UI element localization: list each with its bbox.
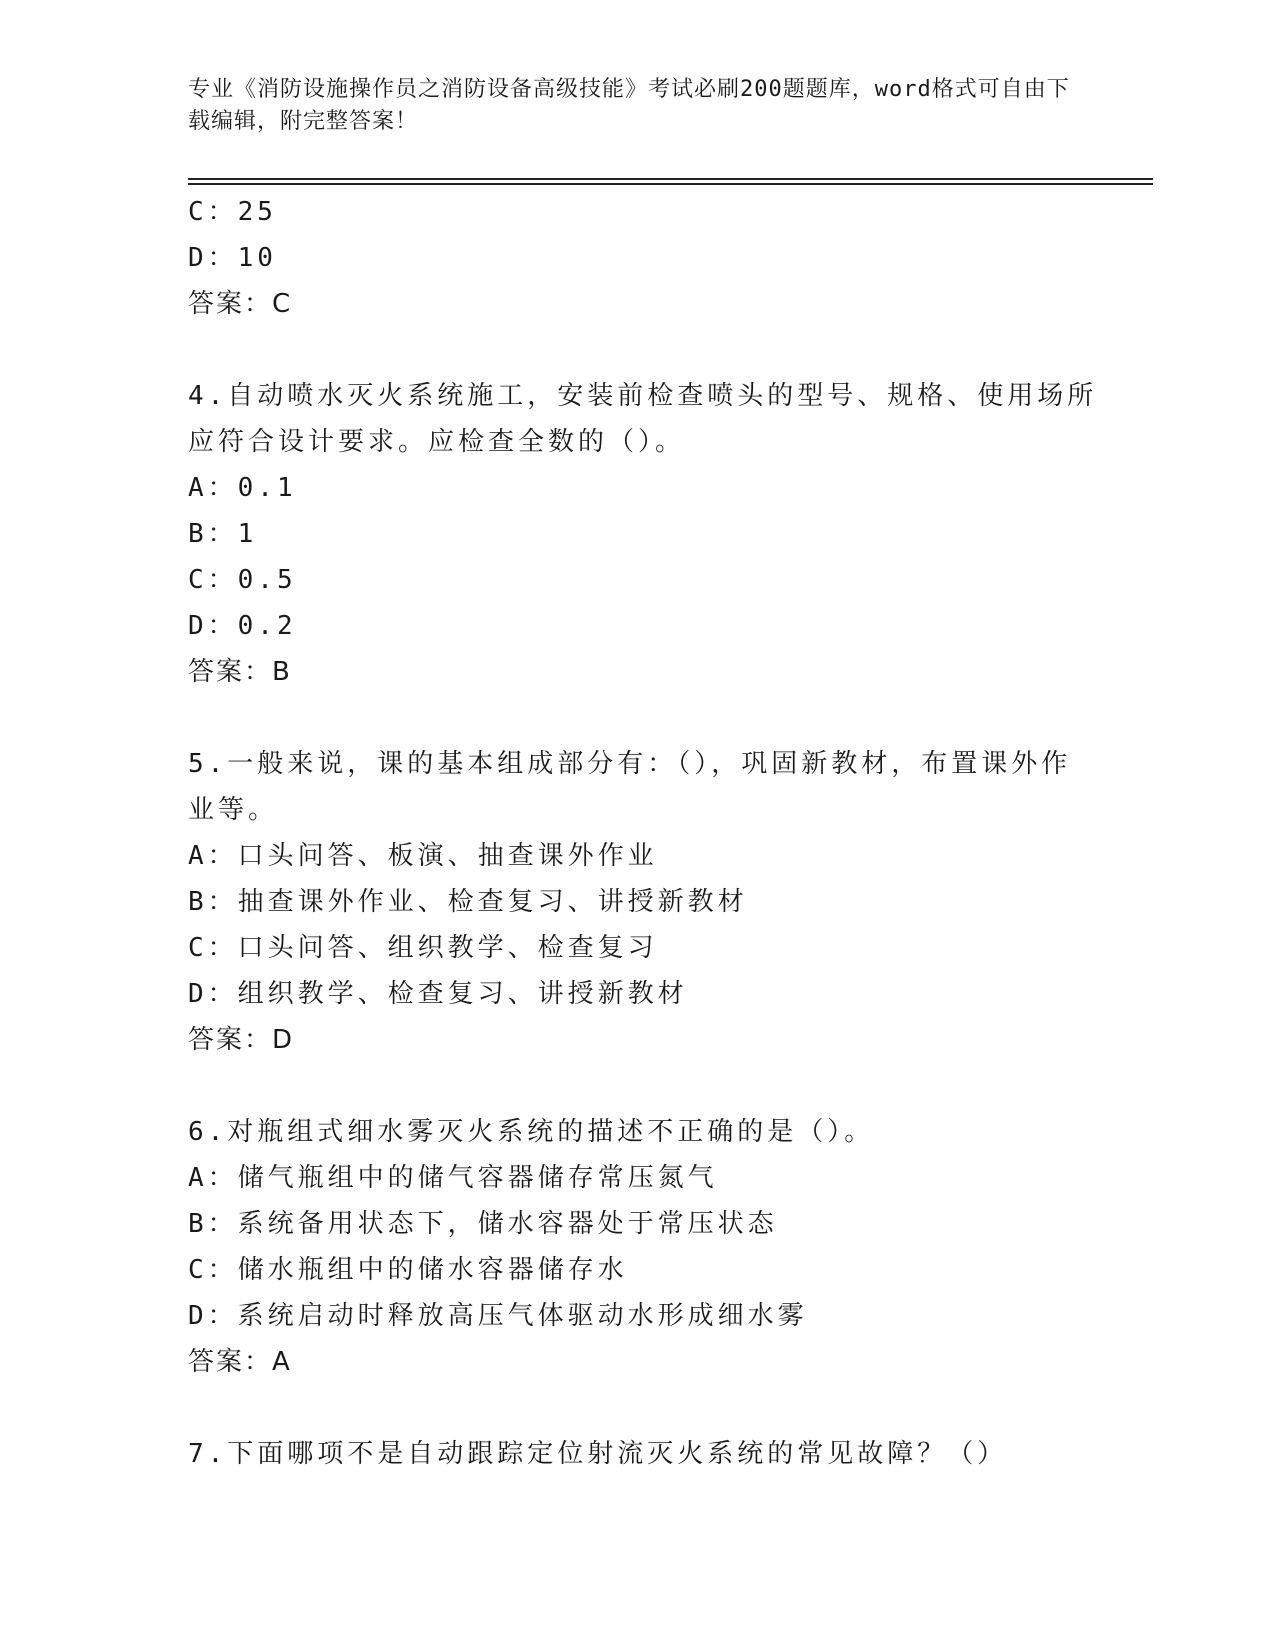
spacer [188,1385,1088,1431]
question-5-line-2: 业等。 [188,795,279,825]
page-header: 专业《消防设施操作员之消防设备高级技能》考试必刷200题题库，word格式可自由下载编辑，附完整答案！ [188,77,1070,134]
answer-q4: 答案：B [188,657,292,687]
q6-option-a: A：储气瓶组中的储气容器储存常压氮气 [188,1163,718,1193]
q6-option-d: D：系统启动时释放高压气体驱动水形成细水雾 [188,1301,808,1331]
question-7: 7.下面哪项不是自动跟踪定位射流灭火系统的常见故障？（） [188,1439,1008,1469]
question-content [188,189,1098,1477]
option-c: C：25 [188,197,277,227]
q5-option-d: D：组织教学、检查复习、讲授新教材 [188,979,688,1009]
spacer [188,1063,1088,1109]
q4-option-b: B：1 [188,519,258,549]
option-d: D：10 [188,243,277,273]
answer-q5: 答案：D [188,1025,295,1055]
answer-q6: 答案：A [188,1347,292,1377]
q5-option-c: C：口头问答、组织教学、检查复习 [188,933,658,963]
spacer [188,695,1088,741]
header-rule-top [188,178,1153,180]
q6-option-c: C：储水瓶组中的储水容器储存水 [188,1255,628,1285]
question-4-line-1: 4.自动喷水灭火系统施工，安装前检查喷头的型号、规格、使用场所 [188,381,1098,411]
question-4-line-2: 应符合设计要求。应检查全数的（）。 [188,427,686,457]
header-rule-bottom [188,183,1153,185]
q6-option-b: B：系统备用状态下，储水容器处于常压状态 [188,1209,778,1239]
q4-option-d: D：0.2 [188,611,297,641]
q4-option-a: A：0.1 [188,473,297,503]
question-6: 6.对瓶组式细水雾灭火系统的描述不正确的是（）。 [188,1117,875,1147]
q5-option-b: B：抽查课外作业、检查复习、讲授新教材 [188,887,748,917]
q4-option-c: C：0.5 [188,565,297,595]
question-5-line-1: 5.一般来说，课的基本组成部分有：（），巩固新教材，布置课外作 [188,749,1072,779]
q5-option-a: A：口头问答、板演、抽查课外作业 [188,841,658,871]
spacer [188,327,1088,373]
answer-q3: 答案：C [188,289,293,319]
